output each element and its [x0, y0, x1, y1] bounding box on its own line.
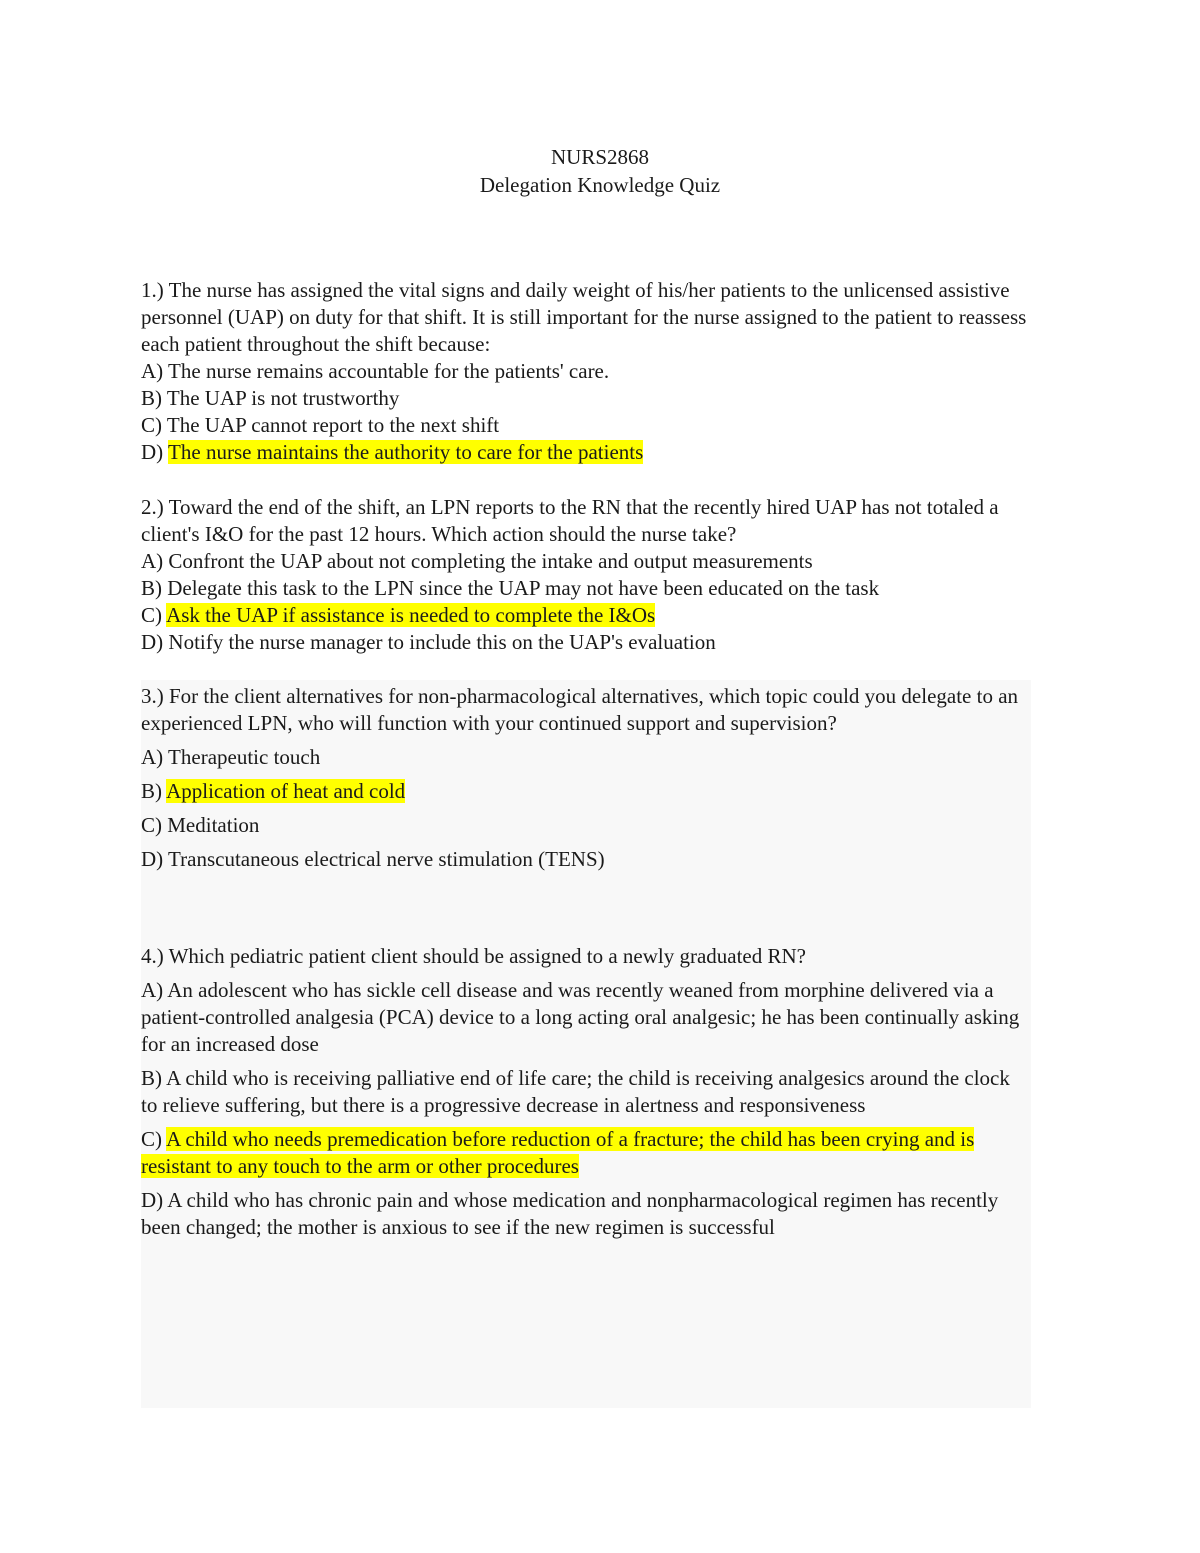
option-d: D) The nurse maintains the authority to care for the patients [141, 440, 644, 464]
highlighted-answer: Application of heat and cold [166, 779, 406, 803]
question-stem: 1.) The nurse has assigned the vital signs and daily weight of his/her patients to the unlicensed assistive personnel (UAP) on duty for that shift. It is still important for the nurse assigned to the patient to reassess each patient throughout the shift because: [141, 278, 1027, 356]
question-4 [141, 943, 1031, 1241]
option-c: C) Ask the UAP if assistance is needed to complete the I&Os [141, 603, 656, 627]
option-text: Delegate this task to the LPN since the UAP may not have been educated on the task [167, 576, 880, 600]
highlighted-answer: Ask the UAP if assistance is needed to complete the I&Os [166, 603, 656, 627]
option-d: D) Transcutaneous electrical nerve stimulation (TENS) [141, 847, 605, 871]
option-a: A) Confront the UAP about not completing the intake and output measurements [141, 549, 813, 573]
option-c: C) Meditation [141, 813, 260, 837]
question-1 [141, 277, 1046, 466]
question-stem: 2.) Toward the end of the shift, an LPN reports to the RN that the recently hired UAP has not totaled a client's I&O for the past 12 hours. Which action should the nurse take? [141, 495, 999, 546]
option-text: Confront the UAP about not completing the intake and output measurements [168, 549, 813, 573]
question-3 [141, 683, 1031, 873]
highlighted-answer: The nurse maintains the authority to care for the patients [168, 440, 644, 464]
option-text: Notify the nurse manager to include this on the UAP's evaluation [168, 630, 716, 654]
option-a: A) Therapeutic touch [141, 745, 321, 769]
option-text: The UAP is not trustworthy [166, 386, 400, 410]
option-b: B) Delegate this task to the LPN since the UAP may not have been educated on the task [141, 576, 880, 600]
option-text: Transcutaneous electrical nerve stimulation (TENS) [168, 847, 605, 871]
option-text: Therapeutic touch [168, 745, 321, 769]
option-b: B) A child who is receiving palliative end of life care; the child is receiving analgesics around the clock to relieve suffering, but there is a progressive decrease in alertness and responsiveness [141, 1066, 1010, 1117]
option-text: A child who is receiving palliative end of life care; the child is receiving analgesics around the clock to relieve suffering, but there is a progressive decrease in alertness and responsiveness [141, 1066, 1010, 1117]
option-b: B) The UAP is not trustworthy [141, 386, 400, 410]
option-c: C) The UAP cannot report to the next shift [141, 413, 500, 437]
document-header [0, 143, 1200, 199]
option-d: D) A child who has chronic pain and whose medication and nonpharmacological regimen has recently been changed; the mother is anxious to see if the new regimen is successful [141, 1188, 999, 1239]
option-text: A child who has chronic pain and whose medication and nonpharmacological regimen has recently been changed; the mother is anxious to see if the new regimen is successful [141, 1188, 999, 1239]
option-a: A) The nurse remains accountable for the patients' care. [141, 359, 610, 383]
option-text: An adolescent who has sickle cell disease and was recently weaned from morphine delivered via a patient-controlled analgesia (PCA) device to a long acting oral analgesic; he has been continually asking for an increased dose [141, 978, 1020, 1056]
option-b: B) Application of heat and cold [141, 779, 406, 803]
option-d: D) Notify the nurse manager to include this on the UAP's evaluation [141, 630, 716, 654]
option-text: The nurse remains accountable for the patients' care. [168, 359, 610, 383]
highlighted-answer: A child who needs premedication before reduction of a fracture; the child has been crying and is resistant to any touch to the arm or other procedures [141, 1127, 975, 1178]
question-2 [141, 494, 1046, 656]
option-a: A) An adolescent who has sickle cell disease and was recently weaned from morphine delivered via a patient-controlled analgesia (PCA) device to a long acting oral analgesic; he has been continually asking for an increased dose [141, 978, 1020, 1056]
question-stem: 3.) For the client alternatives for non-pharmacological alternatives, which topic could you delegate to an experienced LPN, who will function with your continued support and supervision? [141, 684, 1019, 735]
question-stem: 4.) Which pediatric patient client should be assigned to a newly graduated RN? [141, 944, 806, 968]
option-c: C) A child who needs premedication before reduction of a fracture; the child has been crying and is resistant to any touch to the arm or other procedures [141, 1127, 975, 1178]
option-text: The UAP cannot report to the next shift [166, 413, 500, 437]
quiz-title: Delegation Knowledge Quiz [479, 173, 721, 197]
course-code: NURS2868 [550, 145, 650, 169]
option-text: Meditation [167, 813, 260, 837]
